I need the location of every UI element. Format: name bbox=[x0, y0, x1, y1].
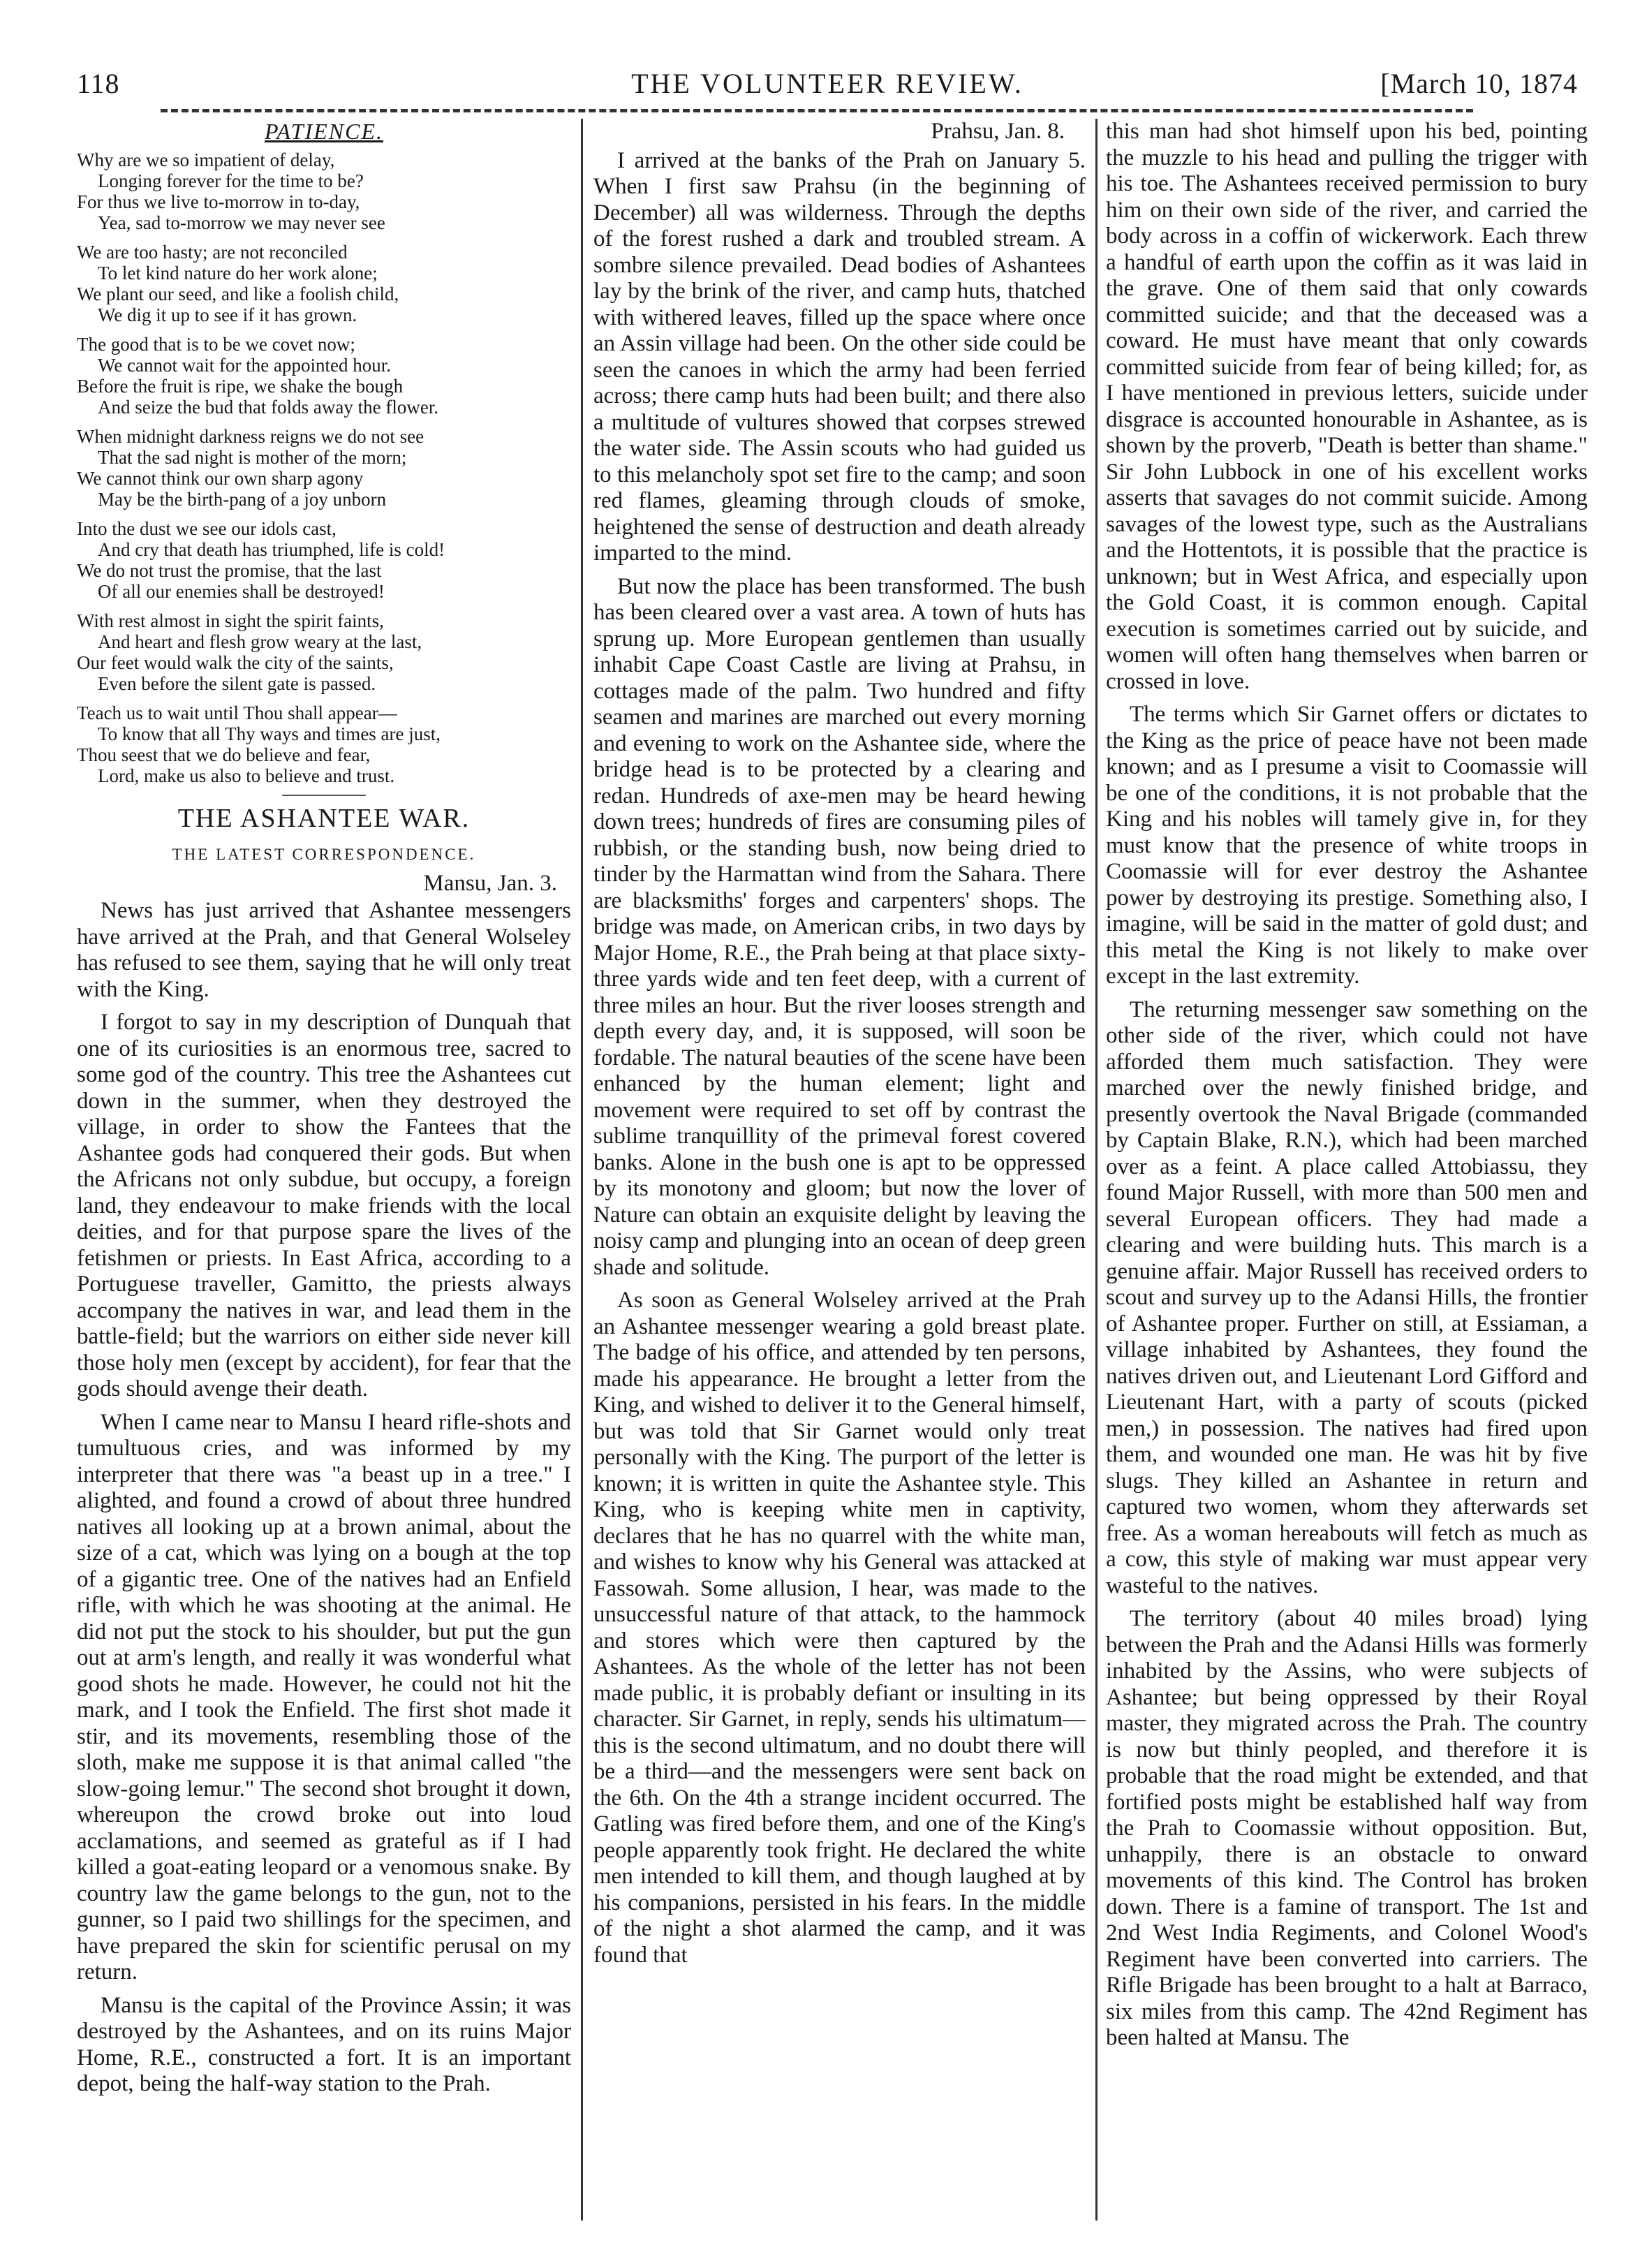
poem-line: We are too hasty; are not reconciled bbox=[77, 241, 348, 263]
poem-line: The good that is to be we covet now; bbox=[77, 333, 355, 355]
section-separator bbox=[282, 795, 366, 796]
column-1 bbox=[77, 119, 571, 2221]
article-title: THE ASHANTEE WAR. bbox=[177, 803, 471, 833]
poem-stanza bbox=[77, 518, 571, 602]
poem-line: We cannot wait for the appointed hour. bbox=[98, 354, 391, 376]
poem-line: With rest almost in sight the spirit faints, bbox=[77, 610, 384, 631]
poem-line: Thou seest that we do believe and fear, bbox=[77, 744, 371, 765]
column-3 bbox=[1106, 119, 1588, 2221]
dateline: Mansu, Jan. 3. bbox=[423, 870, 557, 896]
article-paragraph: The terms which Sir Garnet offers or dictates to the King as the price of peace have not been made known; and as I presume a visit to Coomassie will be one of the conditions, it is not probable that the King and his nobles will tamely give in, for they must know that the presence of white troops in Coomassie will for ever destroy the Ashantee power by destroying its prestige. Something also, I imagine, will be said in the matter of gold dust; and this metal the King is not likely to make over except in the last extremity. bbox=[1106, 702, 1588, 989]
article-paragraph: The territory (about 40 miles broad) lying between the Prah and the Adansi Hills was formerly inhabited by the Assins, who were subjects of Ashantee; but being oppressed by their Royal master, they migrated across the Prah. The country is now but thinly peopled, and therefore it is probable that the road might be extended, and that fortified posts might be established half way from the Prah to Coomassie without opposition. But, unhappily, there is an obstacle to onward movements of this kind. The Control has broken down. There is a famine of transport. The 1st and 2nd West India Regiments, and Colonel Wood's Regiment have been converted into carriers. The Rifle Brigade has been brought to a halt at Barraco, six miles from this camp. The 42nd Regiment has been halted at Mansu. The bbox=[1106, 1606, 1588, 2050]
article-paragraph: As soon as General Wolseley arrived at the Prah an Ashantee messenger wearing a gold breast plate. The badge of his office, and attended by ten persons, made his appearance. He brought a letter from the King, and wished to deliver it to the General himself, but was told that Sir Garnet would only treat personally with the King. The purport of the letter is known; it is written in quite the Ashantee style. This King, who is keeping white men in captivity, declares that he has no quarrel with the white man, and wishes to know why his General was attacked at Fassowah. Some allusion, I hear, was made to the unsuccessful nature of that attack, to the hammock and stores which were then captured by the Ashantees. As the whole of the letter has not been made public, it is probably defiant or insulting in its character. Sir Garnet, in reply, sends his ultimatum—this is the second ultimatum, and no doubt there will be a third—and the messengers were sent back on the 6th. On the 4th a strange incident occurred. The Gatling was fired before them, and one of the King's people apparently took fright. He declared the white men intended to kill them, and though laughed at by his companions, persisted in his fears. In the middle of the night a shot alarmed the camp, and it was found that bbox=[593, 1288, 1086, 1968]
poem-line: To know that all Thy ways and times are just, bbox=[98, 723, 441, 744]
poem-line: We cannot think our own sharp agony bbox=[77, 467, 364, 489]
article-subtitle: THE LATEST CORRESPONDENCE. bbox=[172, 846, 476, 863]
poem-line: Before the fruit is ripe, we shake the bough bbox=[77, 375, 404, 397]
poem-line: Our feet would walk the city of the saints, bbox=[77, 651, 394, 673]
poem-line: And heart and flesh grow weary at the last, bbox=[98, 631, 422, 652]
dateline: Prahsu, Jan. 8. bbox=[931, 119, 1065, 144]
poem-line: To let kind nature do her work alone; bbox=[98, 262, 378, 284]
poem-line: We plant our seed, and like a foolish child, bbox=[77, 283, 399, 304]
poem-stanza bbox=[77, 610, 571, 694]
article-paragraph: Mansu is the capital of the Province Assin; it was destroyed by the Ashantees, and on its ruins Major Home, R.E., constructed a fort. It is an important depot, being the half-way station to the Prah. bbox=[77, 1992, 571, 2096]
poem-line: Teach us to wait until Thou shall appear— bbox=[77, 702, 397, 723]
page-number: 118 bbox=[77, 68, 120, 99]
poem-line: Even before the silent gate is passed. bbox=[98, 672, 376, 694]
poem-title: PATIENCE. bbox=[264, 119, 383, 144]
poem-body bbox=[77, 149, 571, 786]
article-paragraph: I arrived at the banks of the Prah on January 5. When I first saw Prahsu (in the beginning of December) all was wilderness. Through the depths of the forest rushed a dark and troubled stream. A sombre silence prevailed. Dead bodies of Ashantees lay by the brink of the river, and camp huts, thatched with withered leaves, filled up the space where once an Assin village had been. On the other side could be seen the canoes in which the army had been ferried across; there camp huts had been built; and there also a multitude of vultures showed that corpses strewed the water side. The Assin scouts who had guided us to this melancholy spot set fire to the camp; and soon red flames, gleaming through clouds of smoke, heightened the sense of destruction and death already imparted to the mind. bbox=[593, 147, 1086, 566]
article-body bbox=[1106, 119, 1588, 2052]
poem-line: We do not trust the promise, that the last bbox=[77, 559, 382, 581]
article-paragraph: When I came near to Mansu I heard rifle-shots and tumultuous cries, and was informed by my interpreter that there was "a beast up in a tree." I alighted, and found a crowd of about three hundred natives all looking up at a brown animal, about the size of a cat, which was lying on a bough at the top of a gigantic tree. One of the natives had an Enfield rifle, with which he was shooting at the animal. He did not put the stock to his shoulder, but put the gun out at arm's length, and really it was wonderful what good shots he made. However, he could not hit the mark, and I took the Enfield. The first shot made it stir, and its movements, resembling those of the sloth, make me suppose it is that animal called "the slow-going lemur." The second shot brought it down, whereupon the crowd broke out into loud acclamations, and seemed as grateful as if I had killed a goat-eating leopard or a venomous snake. By country law the game belongs to the gun, not to the gunner, so I paid two shillings for the specimen, and have prepared the skin for scientific perusal on my return. bbox=[77, 1409, 571, 1984]
article-body bbox=[77, 898, 571, 2098]
poem-line: Longing forever for the time to be? bbox=[98, 170, 364, 191]
column-divider bbox=[581, 119, 583, 2221]
poem-line: And cry that death has triumphed, life is cold! bbox=[98, 538, 445, 560]
poem-line: Of all our enemies shall be destroyed! bbox=[98, 580, 385, 602]
issue-date: [March 10, 1874 bbox=[1380, 68, 1578, 99]
poem-stanza bbox=[77, 426, 571, 510]
poem-stanza bbox=[77, 702, 571, 786]
poem-line: May be the birth-pang of a joy unborn bbox=[98, 488, 387, 510]
poem-line: For thus we live to-morrow in to-day, bbox=[77, 191, 360, 212]
page-header bbox=[77, 67, 1578, 109]
header-rule bbox=[161, 109, 1473, 112]
article-paragraph: this man had shot himself upon his bed, pointing the muzzle to his head and pulling the trigger with his toe. The Ashantees received permission to bury him on their own side of the river, and carried the body across in a coffin of wickerwork. Each threw a handful of earth upon the coffin as it was laid in the grave. One of them said that only cowards committed suicide; and that the deceased was a coward. He must have meant that only cowards committed suicide from fear of being killed; for, as I have mentioned in previous letters, suicide under disgrace is accounted honourable in Ashantee, as is shown by the proverb, "Death is better than shame." Sir John Lubbock in one of his excellent works asserts that savages do not commit suicide. Among savages of the lowest type, such as the Australians and the Hottentots, it is possible that the practice is unknown; but in West Africa, and especially upon the Gold Coast, it is common enough. Capital execution is sometimes carried out by suicide, and women will often hang themselves when barren or crossed in love. bbox=[1106, 119, 1588, 694]
poem-stanza bbox=[77, 242, 571, 325]
poem-line: Lord, make us also to believe and trust. bbox=[98, 765, 395, 786]
poem-line: That the sad night is mother of the morn; bbox=[98, 446, 407, 468]
article-paragraph: I forgot to say in my description of Dunquah that one of its curiosities is an enormous tree, sacred to some god of the country. This tree the Ashantees cut down in the summer, when they destroyed the village, in order to show the Fantees that the Ashantee gods had conquered their gods. But when the Africans not only subdue, but occupy, a foreign land, they endeavour to make friends with the local deities, and for that purpose spare the lives of the fetishmen or priests. In East Africa, according to a Portuguese traveller, Gamitto, the priests always accompany the natives in war, and lead them in the battle-field; but the warriors on either side never kill those holy men (except by accident), for fear that the gods should avenge their death. bbox=[77, 1010, 571, 1401]
column-2 bbox=[593, 119, 1086, 2221]
poem-line: And seize the bud that folds away the flower. bbox=[98, 396, 439, 418]
poem-line: We dig it up to see if it has grown. bbox=[98, 304, 357, 325]
poem-line: Yea, sad to-morrow we may never see bbox=[98, 212, 385, 233]
article-body bbox=[593, 148, 1086, 1969]
poem-line: Why are we so impatient of delay, bbox=[77, 149, 335, 170]
article-paragraph: News has just arrived that Ashantee messengers have arrived at the Prah, and that General Wolseley has refused to see them, saying that he will only treat with the King. bbox=[77, 898, 571, 1002]
poem-line: Into the dust we see our idols cast, bbox=[77, 517, 337, 539]
poem-stanza bbox=[77, 334, 571, 418]
column-divider bbox=[1095, 119, 1098, 2221]
poem-stanza bbox=[77, 149, 571, 233]
poem-line: When midnight darkness reigns we do not see bbox=[77, 425, 424, 447]
publication-title: THE VOLUNTEER REVIEW. bbox=[631, 68, 1024, 99]
article-paragraph: The returning messenger saw something on the other side of the river, which could not have afforded them much satisfaction. They were marched over the newly finished bridge, and presently overtook the Naval Brigade (commanded by Captain Blake, R.N.), which had been marched over as a feint. A place called Attobiassu, they found Major Russell, with more than 500 men and several European officers. They had made a clearing and were building huts. This march is a genuine affair. Major Russell has received orders to scout and survey up to the Adansi Hills, the frontier of Ashantee proper. Further on still, at Essiaman, a village inhabited by Ashantees, they found the natives driven out, and Lieutenant Lord Gifford and Lieutenant Hart, with a party of scouts (picked men,) in possession. The natives had fired upon them, and wounded one man. He was hit by five slugs. They killed an Ashantee in return and captured two women, whom they afterwards set free. As a woman hereabouts will fetch as much as a cow, this style of making war must appear very wasteful to the natives. bbox=[1106, 996, 1588, 1598]
article-paragraph: But now the place has been transformed. The bush has been cleared over a vast area. A town of huts has sprung up. More European gentlemen than usually inhabit Cape Coast Castle are living at Prahsu, in cottages made of the palm. Two hundred and fifty seamen and marines are marched out every morning and evening to work on the Ashantee side, where the bridge head is to be protected by a clearing and redan. Hundreds of axe-men may be heard hewing down trees; hundreds of fires are consuming piles of rubbish, or the standing bush, now being dried to tinder by the Harmattan wind from the Sahara. There are blacksmiths' forges and carpenters' shops. The bridge was made, on American cribs, in two days by Major Home, R.E., the Prah being at that place sixty-three yards wide and ten feet deep, with a current of three miles an hour. But the river looses strength and depth every day, and, it is supposed, will soon be fordable. The natural beauties of the scene have been enhanced by the human element; light and movement were required to set off by contrast the sublime tranquillity of the primeval forest covered banks. Alone in the bush one is apt to be oppressed by its monotony and gloom; but now the lover of Nature can obtain an exquisite delight by leaving the noisy camp and plunging into an ocean of deep green shade and solitude. bbox=[593, 573, 1086, 1280]
